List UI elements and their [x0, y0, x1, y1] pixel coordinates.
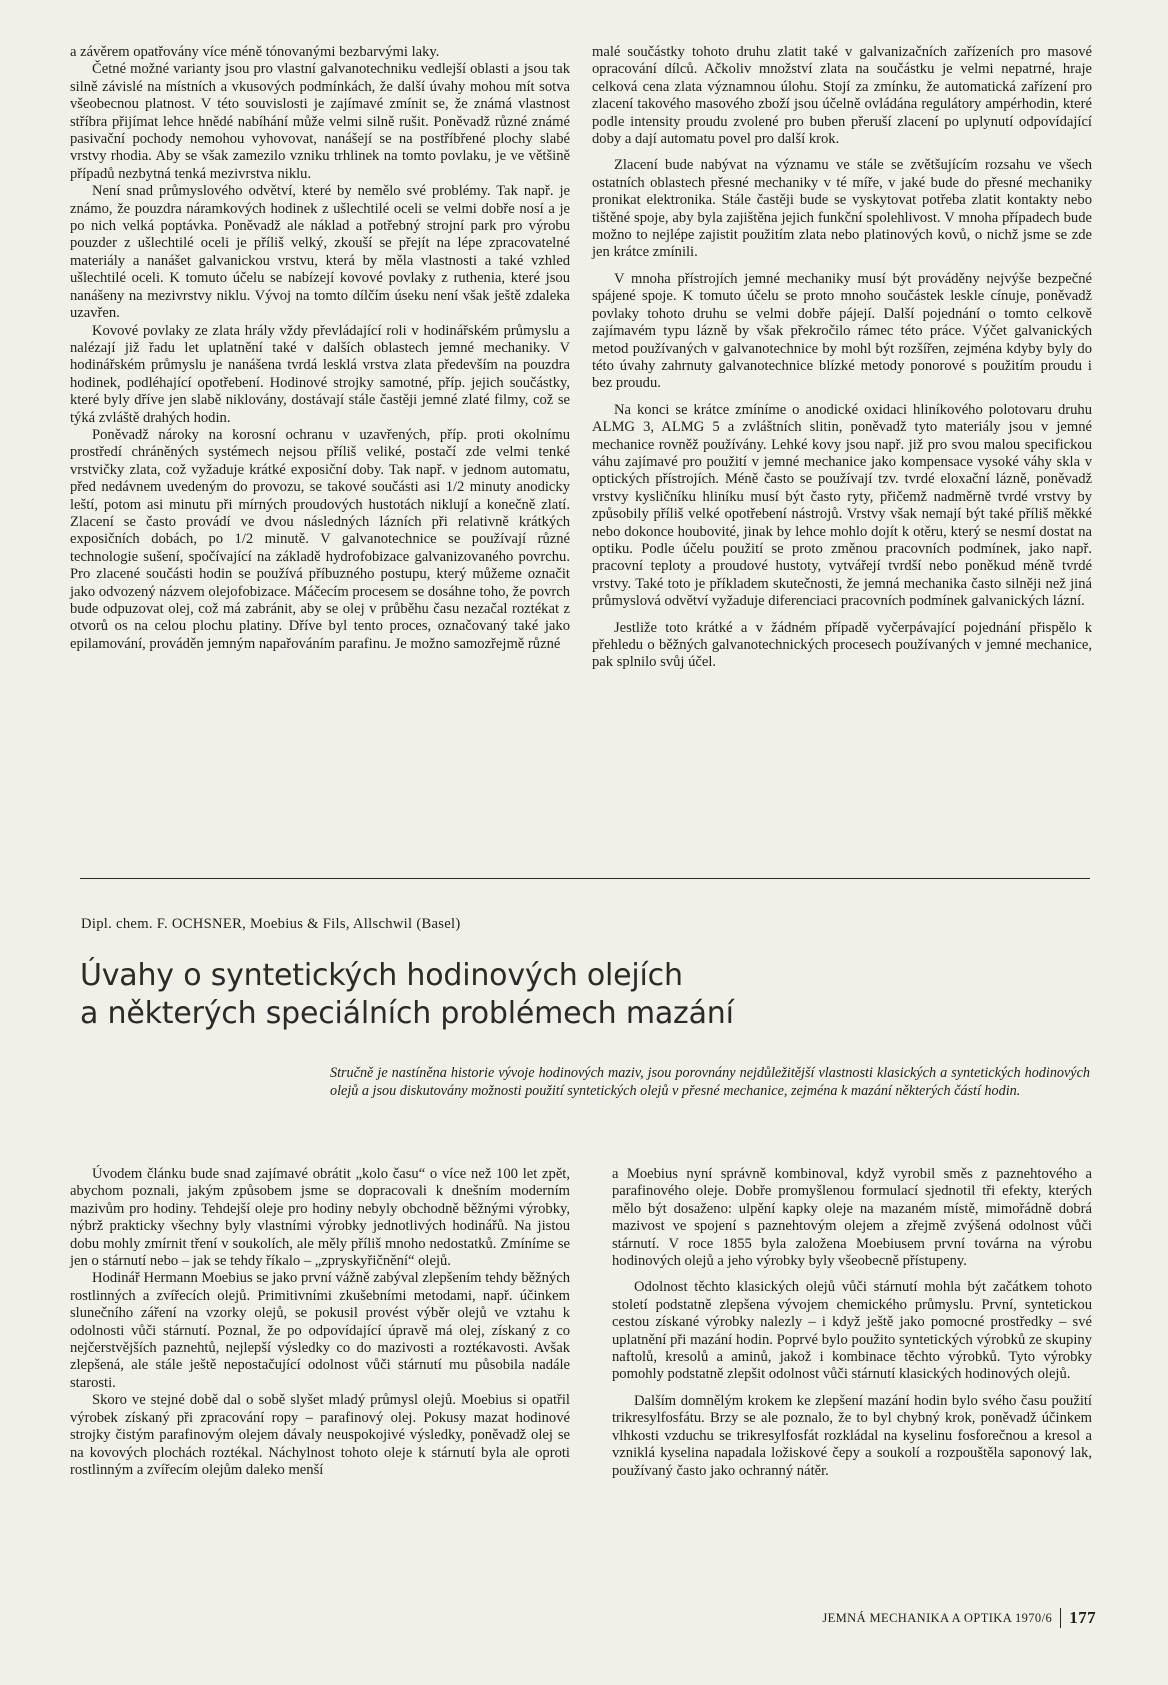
paragraph: Kovové povlaky ze zlata hrály vždy převládající roli v hodinářském průmyslu a nalézají již řadu let uplatnění také v dalších oblastech jemné mechaniky. V hodinářském průmyslu je nanášena tvrdá lesklá vrstva zlata především na pouzdra hodinek, podléhající opotřebení. Hodinové strojky samotné, příp. jejich součástky, které byly dříve jen slabě niklovány, dostávají stále častěji jemné zlaté filmy, což se týká zvláště drahých hodin. [70, 322, 570, 426]
paragraph: Hodinář Hermann Moebius se jako první vážně zabýval zlepšením tehdy běžných rostlinných a zvířecích olejů. Primitivními zkušebními metodami, např. účinkem slunečního záření na vzorky olejů, se pokusil provést výběr olejů ve vztahu k odolnosti vůči stárnutí. Poznal, že po odpovídající úpravě má olej, získaný z co nejčerstvějších paznehtů, nejlepší výsledky co do mazivosti a roztékavosti. Avšak zlepšená, ale stále ještě nepostačující odolnost vůči stárnutí mu působila nadále starosti. [70, 1270, 570, 1391]
paragraph: Úvodem článku bude snad zajímavé obrátit „kolo času“ o více než 100 let zpět, abychom poznali, jakým způsobem jsme se dopracovali k dnešním moderním mazivům pro hodiny. Tehdejší oleje pro hodiny nebyly obchodně běžnými výrobky, nýbrž prakticky všechny byly vlastními výrobky jednotlivých hodinářů. Na jistou dobu mohly zmírnit tření v soukolích, ale měly příliš mnoho nedostatků. Zmíníme se jen o stárnutí nebo – jak se tehdy říkalo – „zpryskyřičnění“ olejů. [70, 1166, 570, 1270]
paragraph: Dalším domnělým krokem ke zlepšení mazání hodin bylo svého času použití trikresylfosfátu. Brzy se ale poznalo, že to byl chybný krok, poněvadž účinkem vlhkosti vzduchu se trikresylfosfát rozkládal na kyselinu fosforečnou a kresol a vzniklá kyselina napadala ložiskové čepy a soukolí a rozpouštěla saponový lak, používaný často jako ochranný nátěr. [612, 1392, 1092, 1479]
journal-name: JEMNÁ MECHANIKA A OPTIKA 1970/6 [822, 1610, 1053, 1625]
paragraph: Na konci se krátce zmíníme o anodické oxidaci hliníkového polotovaru druhu ALMG 3, ALMG 5 a zvláštních slitin, poněvadž tyto materiály jsou v jemné mechanice rovněž používány. Lehké kovy jsou např. již pro svou malou specifickou váhu zajímavé pro použití v jemné mechanice jako kompensace vysoké váhy skla v optických přístrojích. Méně často se používají tzv. tvrdé eloxační lázně, poněvadž vrstvy kysličníku hliníku musí být často ryty, přičemž nadměrně tvrdé vrstvy by způsobily příliš velké opotřebení nástrojů. Vrstvy však nemají být také příliš měkké nebo dokonce houbovité, jinak by lehce mohlo dojít k otěru, který se nesmí dostat na optiku. Podle účelu použití se proto změnou pracovních podmínek, jako např. pracovní teploty a proudové hustoty, vytvářejí tvrdší nebo poněkud méně tvrdé vrstvy. Také toto je příkladem skutečnosti, že jemná mechanika často silněji než jiná průmyslová odvětví vyžaduje diferenciaci pracovních podmínek galvanických lázní. [592, 401, 1092, 610]
paragraph: Jestliže toto krátké a v žádném případě vyčerpávající pojednání přispělo k přehledu o běžných galvanotechnických procesech používaných v jemné mechanice, pak splnilo svůj účel. [592, 619, 1092, 671]
bottom-left-column [70, 1166, 570, 1479]
page-number: 177 [1069, 1608, 1096, 1627]
bottom-right-column [612, 1166, 1092, 1480]
top-right-column [592, 44, 1092, 672]
paragraph: Zlacení bude nabývat na významu ve stále se zvětšujícím rozsahu ve všech ostatních oblastech přesné mechaniky v té míře, v jaké bude do přesné mechaniky pronikat elektronika. Stále častěji bude se vyskytovat potřeba zlatit kontakty nebo tištěné spoje, aby byla zajištěna jejich funkční spolehlivost. V mnoha případech bude možno to nejlépe zajistit použitím zlata nebo platinových kovů, o nichž jsme se zde jen krátce zmínili. [592, 157, 1092, 261]
paragraph: V mnoha přístrojích jemné mechaniky musí být prováděny nejvýše bezpečné spájené spoje. K tomuto účelu se proto mnoho součástek leskle cínuje, poněvadž povlaky tohoto druhu se velmi dobře pájejí. Další pojednání o tomto celkově zajímavém typu lázně by však překročilo rámec této práce. Výčet galvanických metod používaných v galvanotechnice by mohl být rozšířen, zejména kdyby byly do této úvahy zahrnuty galvanotechnice blízké metody ponorové s použitím proudu i bez proudu. [592, 270, 1092, 392]
article-title [80, 957, 1090, 1033]
section-divider [80, 878, 1090, 879]
paragraph: Četné možné varianty jsou pro vlastní galvanotechniku vedlejší oblasti a jsou tak silně závislé na místních a vkusových podmínkách, že další úvahy mohou mít sotva všeobecnou platnost. V této souvislosti je zajímavé zmínit se, že známá vlastnost stříbra přijímat lehce hnědé nabíhání může velmi silně rušit. Poněvadž různé známé pasivační pochody nemohou vyhovovat, nanášejí se na postříbřené plochy slabé vrstvy rhodia. Aby se však zamezilo vzniku trhlinek na tomto povlaku, je ve většině případů nezbytná tenká mezivrstva niklu. [70, 61, 570, 182]
article-title-line-2: a některých speciálních problémech mazání [80, 996, 734, 1031]
paragraph: a závěrem opatřovány více méně tónovanými bezbarvými laky. [70, 44, 440, 60]
author-byline: Dipl. chem. F. OCHSNER, Moebius & Fils, Allschwil (Basel) [81, 916, 461, 932]
paragraph: malé součástky tohoto druhu zlatit také v galvanizačních zařízeních pro masové opracování dílců. Ačkoliv množství zlata na součástku je velmi nepatrné, hraje celková cena zlata významnou úlohu. Stojí za zmínku, že automatická zařízení pro zlacení takového masového zboží jsou účelně ovládána regulátory ampérhodin, které podle intensity proudu zvolené pro buben přeruší zlacení po uplynutí odpovídající doby a dají automatu povel pro další krok. [592, 44, 1092, 148]
article-abstract: Stručně je nastíněna historie vývoje hodinových maziv, jsou porovnány nejdůležitější vlastnosti klasických a syntetických hodinových olejů a jsou diskutovány možnosti použití syntetických olejů v přesné mechanice, zejména k mazání některých částí hodin. [330, 1065, 1090, 1099]
page-footer [822, 1608, 1096, 1628]
top-left-column [70, 44, 570, 653]
paragraph: Poněvadž nároky na korosní ochranu v uzavřených, příp. proti okolnímu prostředí chráněných systémech nejsou příliš veliké, postačí zde velmi tenké vrstvičky zlata, což vyžaduje krátké exposiční doby. Tak např. v jednom automatu, před nedávnem uvedeným do provozu, se takové součásti asi 1/2 minuty anodicky leští, potom asi minutu při mírných proudových hustotách niklují a konečně zlatí. Zlacení se často provádí ve dvou následných lázních při relativně krátkých exposičních dobách, po 1/2 minutě. V galvanotechnice se používají různé technologie sušení, spočívající na základě hydrofobizace galvanizovaného povrchu. Pro zlacené součásti hodin se používá příbuzného postupu, který můžeme označit jako odvozený názvem olejofobizace. Máčecím procesem se dosáhne toho, že povrch bude odpuzovat olej, což má zabránit, aby se olej v průběhu času nezačal roztékat z otvorů os na celou plochu platiny. Dříve byl tento proces, označovaný také jako epilamování, prováděn jemným napařováním parafinu. Je možno samozřejmě různé [70, 426, 570, 652]
paragraph: Skoro ve stejné době dal o sobě slyšet mladý průmysl olejů. Moebius si opatřil výrobek získaný při zpracování ropy – parafinový olej. Pokusy mazat hodinové strojky čistým parafinovým olejem dávaly neuspokojivé výsledky, poněvadž olej se na kovových plochách roztékal. Náchylnost tohoto oleje k stárnutí byla ale oproti rostlinným a zvířecím olejům daleko menší [70, 1392, 570, 1478]
article-title-line-1: Úvahy o syntetických hodinových olejích [80, 958, 683, 993]
paragraph: a Moebius nyní správně kombinoval, když vyrobil směs z paznehtového a parafinového oleje. Dobře promyšlenou formulací sjednotil tři efekty, kterých mělo být dosaženo: ulpění kapky oleje na mazaném místě, mimořádně dobrá mazivost ve spojení s paznehtovým olejem a zřejmě zvýšená odolnost vůči stárnutí. V roce 1855 byla založena Moebiusem první továrna na výrobu hodinových olejů a jeho výrobky byly všeobecně přístupeny. [612, 1166, 1092, 1270]
paragraph: Není snad průmyslového odvětví, které by nemělo své problémy. Tak např. je známo, že pouzdra náramkových hodinek z ušlechtilé oceli se velmi dobře nosí a je po nich velká poptávka. Poněvadž ale náklad a potřebný strojní park pro výrobu pouzder z ušlechtilé oceli je příliš velký, zkouší se přejít na lépe zpracovatelné materiály a nanášet galvanickou vrstvu, která by měla vlastnosti a také vzhled ušlechtilé oceli. K tomuto účelu se nabízejí kovové povlaky z ruthenia, které jsou nanášeny na mezivrstvy niklu. Vývoj na tomto dílčím úseku není však ještě zdaleka uzavřen. [70, 183, 570, 322]
paragraph: Odolnost těchto klasických olejů vůči stárnutí mohla být začátkem tohoto století podstatně zlepšena vývojem chemického průmyslu. První, syntetickou cestou získané výrobky nalezly – i když ještě jako pomocné prostředky – své uplatnění při mazání hodin. Poprvé bylo použito syntetických výrobků ze skupiny naftolů, kresolů a aminů, jakož i kombinace těchto výrobků. Tyto výrobky pomohly podstatně zlepšit odolnost vůči stárnutí klasických hodinových olejů. [612, 1279, 1092, 1383]
footer-separator [1060, 1608, 1061, 1628]
